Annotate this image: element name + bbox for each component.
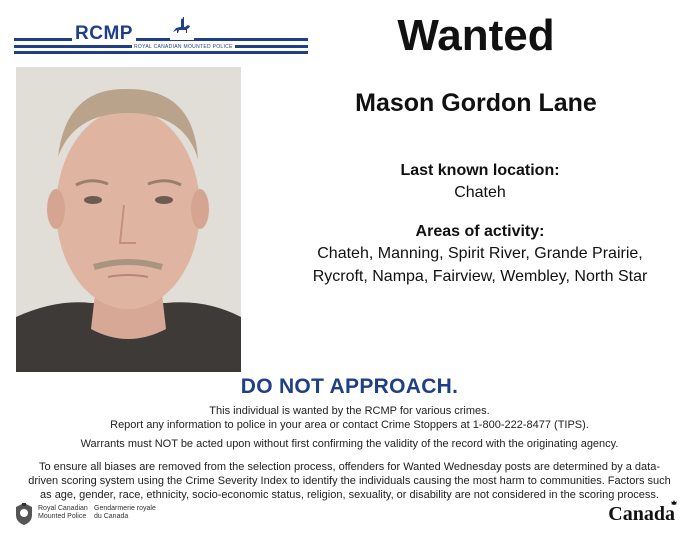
notice-line: as age, gender, race, ethnicity, socio-economic status, religion, sexuality, or disability are not considered in the scoring process. [40, 489, 659, 501]
agency-en-line: Royal Canadian [38, 505, 88, 512]
last-known-heading: Last known location: [400, 162, 560, 179]
logo-stripe [14, 38, 308, 41]
last-known-value: Chateh [454, 184, 506, 201]
logo-subtext: ROYAL CANADIAN MOUNTED POLICE [134, 44, 233, 50]
headline: Wanted [397, 11, 555, 60]
agency-name-en [38, 505, 94, 521]
notice-line: To ensure all biases are removed from the selection process, offenders for Wanted Wednesday posts are determined by a data- [38, 461, 661, 473]
agency-name-fr [94, 505, 164, 521]
notice-line: driven scoring system using the Crime Severity Index to identify the individuals causing the most harm to communities. Factors such [28, 475, 671, 487]
logo-stripe [14, 51, 308, 54]
agency-signature [14, 502, 214, 528]
logo-text: RCMP [72, 24, 136, 44]
agency-fr-line: Gendarmerie royale [94, 505, 156, 512]
areas-line: Rycroft, Nampa, Fairview, Wembley, North Star [312, 268, 648, 285]
areas-line: Chateh, Manning, Spirit River, Grande Prairie, [317, 245, 643, 262]
notice-line: Report any information to police in your area or contact Crime Stoppers at 1-800-222-8477 (TIPS). [110, 419, 589, 431]
canada-wordmark: Canada [608, 503, 675, 525]
rcmp-crest-icon [14, 502, 34, 526]
notice-line: Warrants must NOT be acted upon without first confirming the validity of the record with the originating agency. [80, 438, 619, 450]
subject-name: Mason Gordon Lane [355, 89, 597, 117]
suspect-photo [16, 67, 241, 372]
areas-heading: Areas of activity: [415, 223, 545, 240]
rcmp-logo [14, 14, 308, 56]
agency-fr-line: du Canada [94, 513, 129, 520]
notice-line: This individual is wanted by the RCMP for various crimes. [209, 405, 490, 417]
horse-rider-icon [170, 16, 194, 40]
agency-en-line: Mounted Police [38, 513, 87, 520]
do-not-approach: DO NOT APPROACH. [240, 375, 459, 398]
